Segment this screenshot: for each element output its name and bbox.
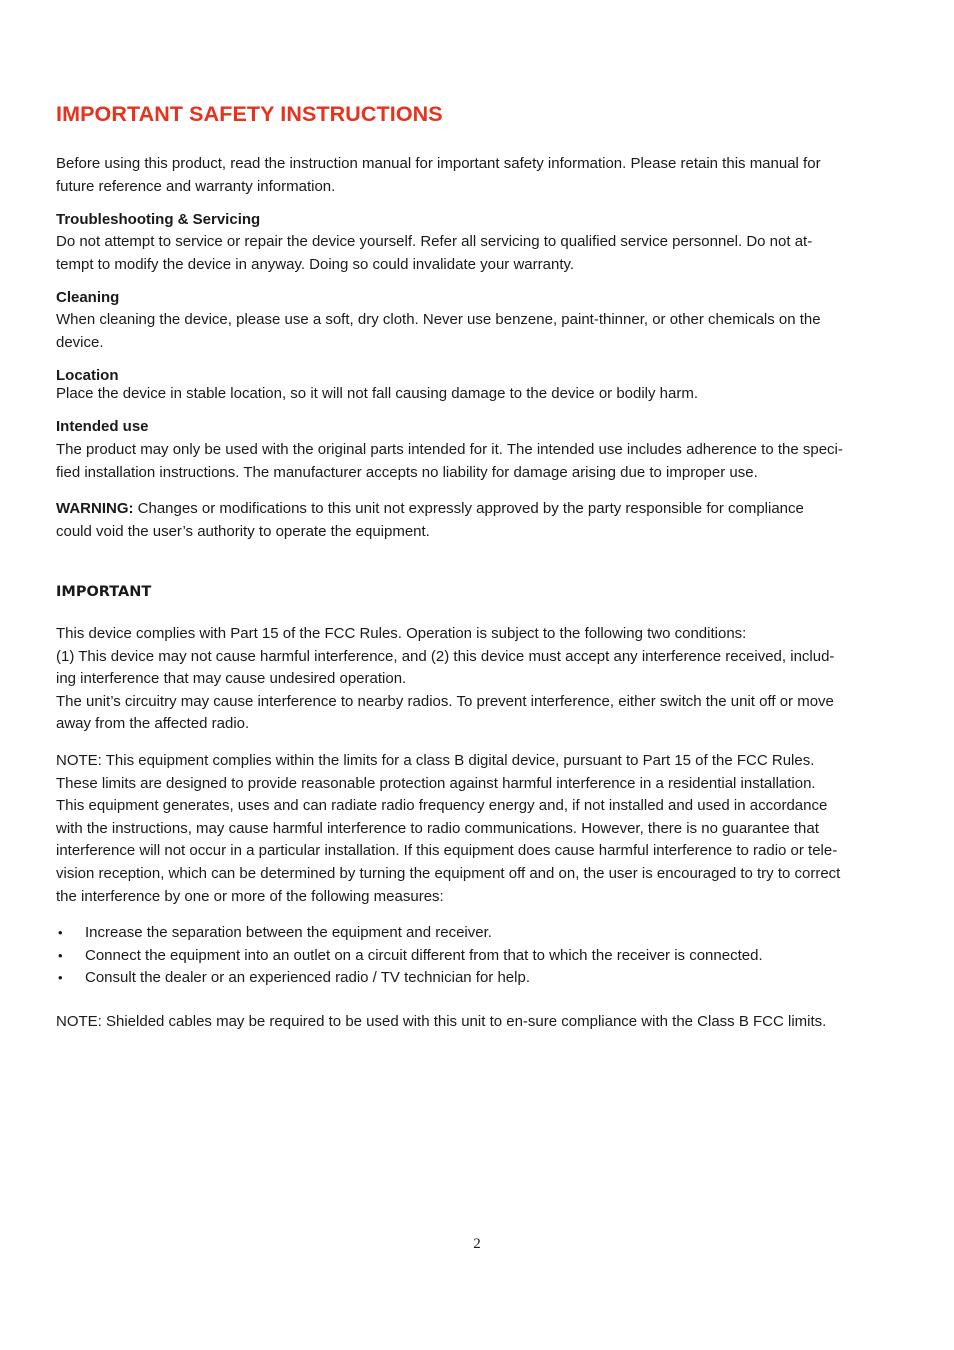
fcc-note-line: the interference by one or more of the following measures: [56,887,444,905]
cleaning-heading: Cleaning [56,289,120,306]
list-item [56,967,898,990]
intended-use-heading: Intended use [56,418,149,435]
measures-list [56,922,898,990]
cleaning-line: When cleaning the device, please use a soft, dry cloth. Never use benzene, paint-thinner, or other chemicals on the [56,311,821,328]
important-line: (1) This device may not cause harmful interference, and (2) this device must accept any interference received, includ- [56,647,835,665]
cleaning-line: device. [56,333,104,351]
fcc-note-line: with the instructions, may cause harmful interference to radio communications. However, there is no guarantee that [56,819,819,837]
important-line: The unit’s circuitry may cause interference to nearby radios. To prevent interference, either switch the unit off or move [56,692,834,710]
important-line: ing interference that may cause undesired operation. [56,670,407,688]
list-item-text: Consult the dealer or an experienced radio / TV technician for help. [85,969,530,987]
warning-label: WARNING: [56,500,134,517]
page-title: IMPORTANT SAFETY INSTRUCTIONS [56,102,443,126]
list-item-text: Connect the equipment into an outlet on a circuit different from that to which the receiver is connected. [85,946,763,964]
bullet-icon: • [58,970,63,986]
important-paragraph [56,623,898,736]
location-heading: Location [56,367,119,384]
troubleshooting-heading: Troubleshooting & Servicing [56,211,261,228]
intro-line: Before using this product, read the instruction manual for important safety information. Please retain this manual for [56,155,821,172]
fcc-note-line: interference will not occur in a particular installation. If this equipment does cause harmful interference to radio or tele- [56,842,838,860]
list-item [56,922,898,945]
location-line: Place the device in stable location, so it will not fall causing damage to the device or bodily harm. [56,385,699,402]
bullet-icon: • [58,947,63,963]
intended-use-paragraph [56,439,898,484]
fcc-note-line: NOTE: This equipment complies within the limits for a class B digital device, pursuant to Part 15 of the FCC Rules. [56,752,815,769]
intro-paragraph [56,153,898,198]
list-item-text: Increase the separation between the equipment and receiver. [85,924,492,941]
troubleshooting-line: tempt to modify the device in anyway. Doing so could invalidate your warranty. [56,255,575,273]
cleaning-paragraph [56,309,898,354]
fcc-note-paragraph [56,750,898,908]
intended-use-line: The product may only be used with the original parts intended for it. The intended use includes adherence to the speci- [56,441,843,458]
important-line: away from the affected radio. [56,715,250,733]
fcc-note-line: These limits are designed to provide reasonable protection against harmful interference in a residential installation. [56,774,816,792]
important-line: This device complies with Part 15 of the FCC Rules. Operation is subject to the following two conditions: [56,625,747,642]
list-item [56,945,898,968]
warning-line [56,498,898,521]
bullet-icon: • [58,925,63,940]
fcc-note-line: This equipment generates, uses and can radiate radio frequency energy and, if not installed and used in accordance [56,797,828,815]
intro-line: future reference and warranty information. [56,177,336,195]
page-number: 2 [473,1236,481,1252]
shielded-cables-note: NOTE: Shielded cables may be required to be used with this unit to en-sure compliance with the Class B FCC limits. [56,1013,827,1030]
warning-paragraph [56,498,898,543]
troubleshooting-paragraph [56,231,898,276]
warning-text: Changes or modifications to this unit not expressly approved by the party responsible for compliance [133,500,804,517]
intended-use-line: fied installation instructions. The manufacturer accepts no liability for damage arising due to improper use. [56,463,758,481]
important-heading: IMPORTANT [56,584,152,600]
warning-line: could void the user’s authority to operate the equipment. [56,522,430,540]
location-paragraph [56,383,898,406]
fcc-note-line: vision reception, which can be determined by turning the equipment off and on, the user is encouraged to try to correct [56,864,841,882]
troubleshooting-line: Do not attempt to service or repair the device yourself. Refer all servicing to qualified service personnel. Do not at- [56,233,813,250]
